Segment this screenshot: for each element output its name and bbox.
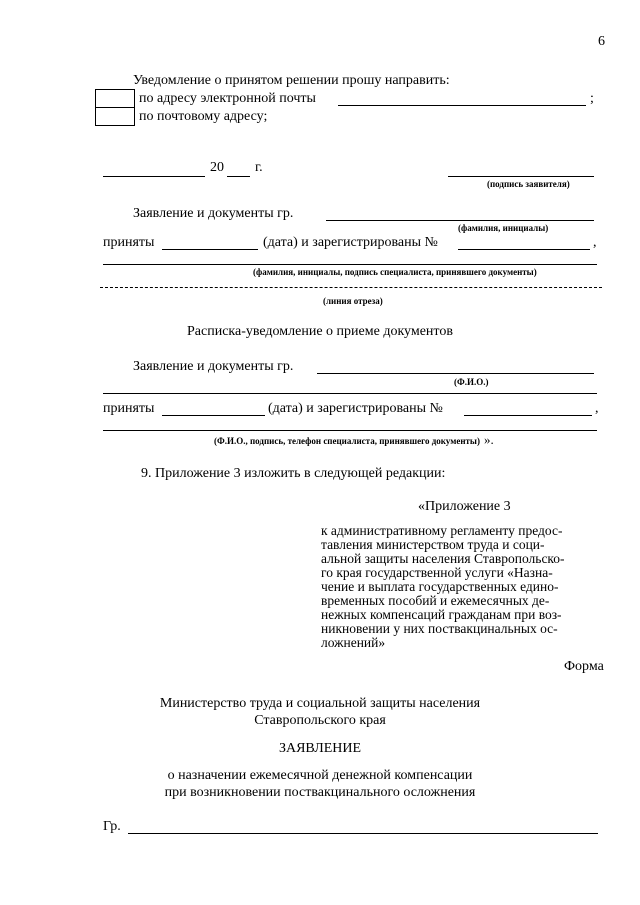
receipt-closing: ».: [484, 432, 494, 447]
appendix-line: альной защиты населения Ставропольско-: [321, 551, 565, 566]
citizen-label: Гр.: [103, 819, 121, 834]
appendix-line: чение и выплата государственных едино-: [321, 579, 559, 594]
ministry-line-1: Министерство труда и социальной защиты населения: [159, 696, 481, 711]
year-line[interactable]: [227, 176, 250, 177]
docs-from-label: Заявление и документы гр.: [133, 206, 294, 221]
accept-date-line[interactable]: [162, 249, 258, 250]
notify-heading: Уведомление о принятом решении прошу направить:: [133, 73, 450, 88]
year-suffix: г.: [255, 160, 263, 175]
date-day-line[interactable]: [103, 176, 205, 177]
email-end: ;: [590, 91, 594, 106]
email-checkbox[interactable]: [95, 89, 135, 108]
citizen-line[interactable]: [128, 833, 598, 834]
cut-line-caption: (линия отреза): [323, 296, 383, 306]
ministry-line-2: Ставропольского края: [254, 713, 386, 728]
receipt-fio-caption: (Ф.И.О.): [454, 377, 489, 387]
receipt-accepted-label: приняты: [103, 401, 155, 416]
signature-line[interactable]: [448, 176, 594, 177]
receipt-specialist-caption: (Ф.И.О., подпись, телефон специалиста, принявшего документы): [214, 436, 480, 446]
appendix-line: го края государственной услуги «Назна-: [321, 565, 553, 580]
cut-line: [100, 287, 602, 288]
specialist-caption: (фамилия, инициалы, подпись специалиста, принявшего документы): [253, 267, 537, 277]
option-email-label: по адресу электронной почты: [139, 91, 316, 106]
statement-sub-2: при возникновении поствакцинального осложнения: [164, 785, 476, 800]
statement-sub-1: о назначении ежемесячной денежной компенсации: [167, 768, 473, 783]
option-post-label: по почтовому адресу;: [139, 109, 268, 124]
name-caption: (фамилия, инициалы): [458, 223, 549, 233]
date-reg-label: (дата) и зарегистрированы №: [263, 235, 438, 250]
receipt-reg-number-line[interactable]: [464, 415, 592, 416]
year-prefix: 20: [210, 160, 224, 175]
name-line[interactable]: [326, 220, 594, 221]
appendix-text: [321, 524, 603, 650]
receipt-specialist-line[interactable]: [103, 430, 597, 431]
reg-number-line[interactable]: [458, 249, 590, 250]
receipt-title: Расписка-уведомление о приеме документов: [187, 324, 453, 339]
accepted-label: приняты: [103, 235, 155, 250]
signature-caption: (подпись заявителя): [487, 179, 570, 189]
appendix-line: временных пособий и ежемесячных де-: [321, 593, 550, 608]
statement-title: ЗАЯВЛЕНИЕ: [278, 741, 362, 756]
appendix-line: ложнений»: [321, 635, 386, 650]
appendix-title: «Приложение 3: [418, 499, 511, 514]
post-checkbox[interactable]: [95, 107, 135, 126]
receipt-fio-line[interactable]: [317, 373, 594, 374]
receipt-docs-from: Заявление и документы гр.: [133, 359, 294, 374]
email-line[interactable]: [338, 105, 586, 106]
reg-comma: ,: [593, 235, 597, 250]
appendix-line: к административному регламенту предос-: [321, 523, 563, 538]
form-label: Форма: [564, 659, 604, 674]
appendix-line: нежных компенсаций гражданам при воз-: [321, 607, 562, 622]
receipt-date-line[interactable]: [162, 415, 265, 416]
page-number: 6: [598, 34, 605, 49]
item-9: 9. Приложение 3 изложить в следующей редакции:: [141, 466, 446, 481]
appendix-line: тавления министерством труда и соци-: [321, 537, 545, 552]
receipt-date-reg: (дата) и зарегистрированы №: [268, 401, 443, 416]
specialist-line[interactable]: [103, 264, 597, 265]
receipt-fio-line-2[interactable]: [103, 393, 597, 394]
receipt-comma: ,: [595, 401, 599, 416]
appendix-line: никновении у них поствакцинальных ос-: [321, 621, 558, 636]
